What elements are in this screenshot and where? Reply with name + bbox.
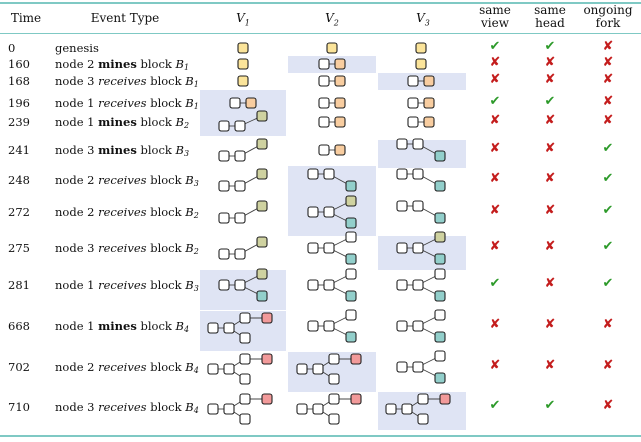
check-icon: ✔: [602, 276, 614, 291]
event-subject: node 2: [55, 57, 99, 71]
header-same-view: same view: [479, 3, 511, 30]
row-event: [55, 360, 199, 375]
cross-icon: ✘: [544, 358, 556, 373]
row-time: 168: [8, 74, 30, 88]
cross-icon: ✘: [602, 113, 614, 128]
row-event: [55, 41, 99, 55]
event-verb: mines: [98, 57, 137, 71]
block-b2: [257, 169, 267, 179]
block-b1: [224, 323, 234, 333]
block-b1: [235, 121, 245, 131]
block-b1: [324, 280, 334, 290]
event-subject: node 1: [55, 96, 99, 110]
block-b2: [240, 313, 250, 323]
header-time: Time: [10, 11, 42, 25]
genesis-block: [308, 169, 318, 179]
genesis-block: [416, 59, 426, 69]
genesis-block: [308, 321, 318, 331]
block-b1: [246, 98, 256, 108]
block-letter: B: [185, 74, 194, 88]
cross-icon: ✘: [544, 276, 556, 291]
row-time: 710: [8, 400, 30, 414]
event-verb: receives: [98, 173, 147, 187]
block-b4: [262, 313, 272, 323]
block-b4: [262, 354, 272, 364]
cross-icon: ✘: [489, 317, 501, 332]
block-b1: [413, 362, 423, 372]
event-object: block: [146, 400, 186, 414]
block-b1: [324, 169, 334, 179]
cross-icon: ✘: [544, 72, 556, 87]
block-b3: [346, 332, 356, 342]
row-event: [55, 173, 199, 188]
genesis-block: [297, 404, 307, 414]
block-b1: [424, 98, 434, 108]
event-object: block: [146, 360, 186, 374]
block-b1: [413, 139, 423, 149]
genesis-block: [397, 201, 407, 211]
cross-icon: ✘: [544, 55, 556, 70]
event-verb: mines: [98, 143, 137, 157]
cross-icon: ✘: [489, 203, 501, 218]
block-b3: [240, 333, 250, 343]
genesis-block: [230, 98, 240, 108]
event-subject: node 2: [55, 173, 99, 187]
block-b1: [324, 243, 334, 253]
genesis-block: [308, 280, 318, 290]
cross-icon: ✘: [489, 55, 501, 70]
check-icon: ✔: [489, 39, 501, 54]
block-b2: [257, 111, 267, 121]
genesis-block: [219, 213, 229, 223]
block-b1: [324, 321, 334, 331]
cross-icon: ✘: [544, 203, 556, 218]
block-b2: [435, 269, 445, 279]
block-letter: B: [175, 115, 184, 129]
block-b1: [235, 151, 245, 161]
cross-icon: ✘: [602, 358, 614, 373]
row-event: [55, 96, 199, 111]
block-b1: [413, 201, 423, 211]
genesis-block: [397, 243, 407, 253]
cross-icon: ✘: [602, 55, 614, 70]
block-b4: [351, 354, 361, 364]
genesis-block: [416, 43, 426, 53]
check-icon: ✔: [544, 39, 556, 54]
check-icon: ✔: [602, 203, 614, 218]
event-verb: receives: [98, 96, 147, 110]
block-index: 2: [193, 247, 199, 256]
event-verb: receives: [98, 74, 147, 88]
event-subject: node 1: [55, 115, 99, 129]
cross-icon: ✘: [602, 39, 614, 54]
check-icon: ✔: [602, 171, 614, 186]
block-b1: [324, 207, 334, 217]
block-b3: [346, 254, 356, 264]
cross-icon: ✘: [602, 398, 614, 413]
block-letter: B: [185, 400, 194, 414]
block-b2: [329, 394, 339, 404]
genesis-block: [219, 181, 229, 191]
block-b3: [418, 414, 428, 424]
block-b2: [240, 354, 250, 364]
check-icon: ✔: [544, 94, 556, 109]
event-object: block: [146, 241, 186, 255]
block-index: 1: [193, 80, 199, 89]
block-b2: [257, 139, 267, 149]
event-object: block: [146, 205, 186, 219]
cross-icon: ✘: [489, 72, 501, 87]
row-time: 239: [8, 115, 30, 129]
genesis-block: [319, 76, 329, 86]
block-b2: [329, 354, 339, 364]
event-object: block: [136, 57, 176, 71]
row-event: [55, 278, 199, 293]
genesis-block: [219, 280, 229, 290]
block-index: 4: [193, 366, 199, 375]
cross-icon: ✘: [544, 171, 556, 186]
row-event: [55, 143, 189, 158]
genesis-block: [397, 169, 407, 179]
header-v3: $V_3$: [416, 11, 430, 28]
block-index: 2: [193, 211, 199, 220]
header-event-type: Event Type: [90, 11, 160, 25]
block-b4: [351, 394, 361, 404]
block-letter: B: [185, 173, 194, 187]
check-icon: ✔: [544, 398, 556, 413]
row-event: [55, 115, 189, 130]
event-object: block: [146, 96, 186, 110]
row-time: 668: [8, 319, 30, 333]
genesis-block: [319, 145, 329, 155]
row-event: [55, 205, 199, 220]
block-b2: [257, 201, 267, 211]
block-b1: [424, 76, 434, 86]
block-b3: [240, 374, 250, 384]
event-subject: node 2: [55, 205, 99, 219]
event-object: block: [146, 173, 186, 187]
block-index: 1: [193, 102, 199, 111]
genesis-block: [386, 404, 396, 414]
genesis-block: [319, 98, 329, 108]
row-event: [55, 400, 199, 415]
event-subject: node 3: [55, 143, 99, 157]
block-index: 3: [183, 149, 190, 158]
genesis-block: [238, 43, 248, 53]
block-b1: [335, 59, 345, 69]
header-same-head: same head: [534, 3, 566, 30]
genesis-block: [297, 364, 307, 374]
genesis-block: [397, 321, 407, 331]
block-letter: B: [185, 360, 194, 374]
block-b1: [335, 98, 345, 108]
genesis-block: [397, 139, 407, 149]
block-index: 2: [183, 121, 190, 130]
event-verb: mines: [98, 319, 137, 333]
block-b1: [413, 321, 423, 331]
genesis-block: [238, 59, 248, 69]
block-letter: B: [175, 143, 184, 157]
genesis-block: [208, 323, 218, 333]
cross-icon: ✘: [489, 358, 501, 373]
block-b1: [235, 280, 245, 290]
block-b3: [435, 213, 445, 223]
header-v2: $V_2$: [325, 11, 339, 28]
genesis-block: [219, 121, 229, 131]
block-letter: B: [175, 57, 184, 71]
block-b1: [235, 249, 245, 259]
block-b1: [235, 181, 245, 191]
block-b1: [313, 364, 323, 374]
block-b2: [346, 232, 356, 242]
row-time: 272: [8, 205, 30, 219]
genesis-block: [219, 151, 229, 161]
block-b1: [335, 76, 345, 86]
block-b3: [329, 414, 339, 424]
block-index: 4: [183, 325, 190, 334]
event-verb: mines: [98, 115, 137, 129]
block-b3: [435, 332, 445, 342]
genesis-block: [319, 59, 329, 69]
row-event: [55, 241, 199, 256]
block-b1: [224, 404, 234, 414]
genesis-block: [397, 280, 407, 290]
block-b3: [435, 373, 445, 383]
cross-icon: ✘: [489, 141, 501, 156]
cross-icon: ✘: [544, 317, 556, 332]
block-b1: [335, 145, 345, 155]
block-b3: [435, 254, 445, 264]
row-time: 196: [8, 96, 30, 110]
block-b2: [257, 269, 267, 279]
cross-icon: ✘: [489, 113, 501, 128]
block-b2: [435, 351, 445, 361]
genesis-block: [208, 404, 218, 414]
event-subject: node 2: [55, 360, 99, 374]
genesis-block: [219, 249, 229, 259]
cross-icon: ✘: [544, 141, 556, 156]
event-subject: node 3: [55, 74, 99, 88]
row-time: 241: [8, 143, 30, 157]
check-icon: ✔: [602, 239, 614, 254]
row-event: [55, 57, 189, 72]
genesis-block: [408, 117, 418, 127]
block-b3: [435, 181, 445, 191]
block-b4: [440, 394, 450, 404]
genesis-block: [319, 117, 329, 127]
block-b2: [257, 237, 267, 247]
block-b3: [240, 414, 250, 424]
block-b3: [329, 374, 339, 384]
block-b2: [346, 269, 356, 279]
block-b2: [240, 394, 250, 404]
check-icon: ✔: [489, 398, 501, 413]
block-index: 1: [183, 63, 190, 72]
cross-icon: ✘: [544, 113, 556, 128]
row-time: 275: [8, 241, 30, 255]
cross-icon: ✘: [489, 171, 501, 186]
event-verb: receives: [98, 278, 147, 292]
genesis-block: [238, 76, 248, 86]
event-object: block: [136, 143, 176, 157]
genesis-block: [397, 362, 407, 372]
block-b2: [418, 394, 428, 404]
block-b3: [435, 151, 445, 161]
genesis-block: [208, 364, 218, 374]
event-subject: node 3: [55, 400, 99, 414]
block-b3: [346, 291, 356, 301]
event-object: block: [136, 319, 176, 333]
block-letter: B: [175, 319, 184, 333]
event-verb: receives: [98, 205, 147, 219]
block-letter: B: [185, 241, 194, 255]
event-object: block: [146, 278, 186, 292]
block-b1: [235, 213, 245, 223]
genesis-block: [408, 98, 418, 108]
block-index: 3: [193, 284, 199, 293]
row-time: 281: [8, 278, 30, 292]
event-subject: node 1: [55, 319, 99, 333]
block-index: 4: [193, 406, 199, 415]
block-letter: B: [185, 278, 194, 292]
event-verb: receives: [98, 241, 147, 255]
block-b1: [224, 364, 234, 374]
event-verb: receives: [98, 400, 147, 414]
event-object: block: [136, 115, 176, 129]
block-b3: [435, 291, 445, 301]
row-event: [55, 319, 189, 334]
cross-icon: ✘: [544, 239, 556, 254]
block-b3: [346, 218, 356, 228]
block-b2: [346, 196, 356, 206]
genesis-block: [327, 43, 337, 53]
genesis-block: [308, 243, 318, 253]
block-b4: [262, 394, 272, 404]
block-b1: [413, 169, 423, 179]
check-icon: ✔: [489, 276, 501, 291]
row-time: 160: [8, 57, 30, 71]
block-letter: B: [185, 96, 194, 110]
header-v1: $V_1$: [236, 11, 250, 28]
block-index: 3: [193, 179, 199, 188]
cross-icon: ✘: [489, 239, 501, 254]
block-b1: [402, 404, 412, 414]
row-time: 0: [8, 41, 16, 55]
block-b3: [346, 181, 356, 191]
block-b1: [413, 243, 423, 253]
block-b2: [435, 232, 445, 242]
row-event: [55, 74, 199, 89]
row-time: 248: [8, 173, 30, 187]
check-icon: ✔: [602, 141, 614, 156]
event-verb: receives: [98, 360, 147, 374]
block-b1: [335, 117, 345, 127]
event-subject: genesis: [55, 41, 99, 55]
cross-icon: ✘: [602, 94, 614, 109]
cross-icon: ✘: [602, 72, 614, 87]
genesis-block: [408, 76, 418, 86]
event-object: block: [146, 74, 186, 88]
event-subject: node 3: [55, 241, 99, 255]
header-ongoing-fork: ongoing fork: [583, 3, 633, 30]
cross-icon: ✘: [602, 317, 614, 332]
block-letter: B: [185, 205, 194, 219]
check-icon: ✔: [489, 94, 501, 109]
genesis-block: [308, 207, 318, 217]
block-b2: [346, 310, 356, 320]
block-b2: [435, 310, 445, 320]
block-b3: [257, 291, 267, 301]
block-b1: [413, 280, 423, 290]
row-time: 702: [8, 360, 30, 374]
block-b1: [313, 404, 323, 414]
event-subject: node 1: [55, 278, 99, 292]
block-b1: [424, 117, 434, 127]
